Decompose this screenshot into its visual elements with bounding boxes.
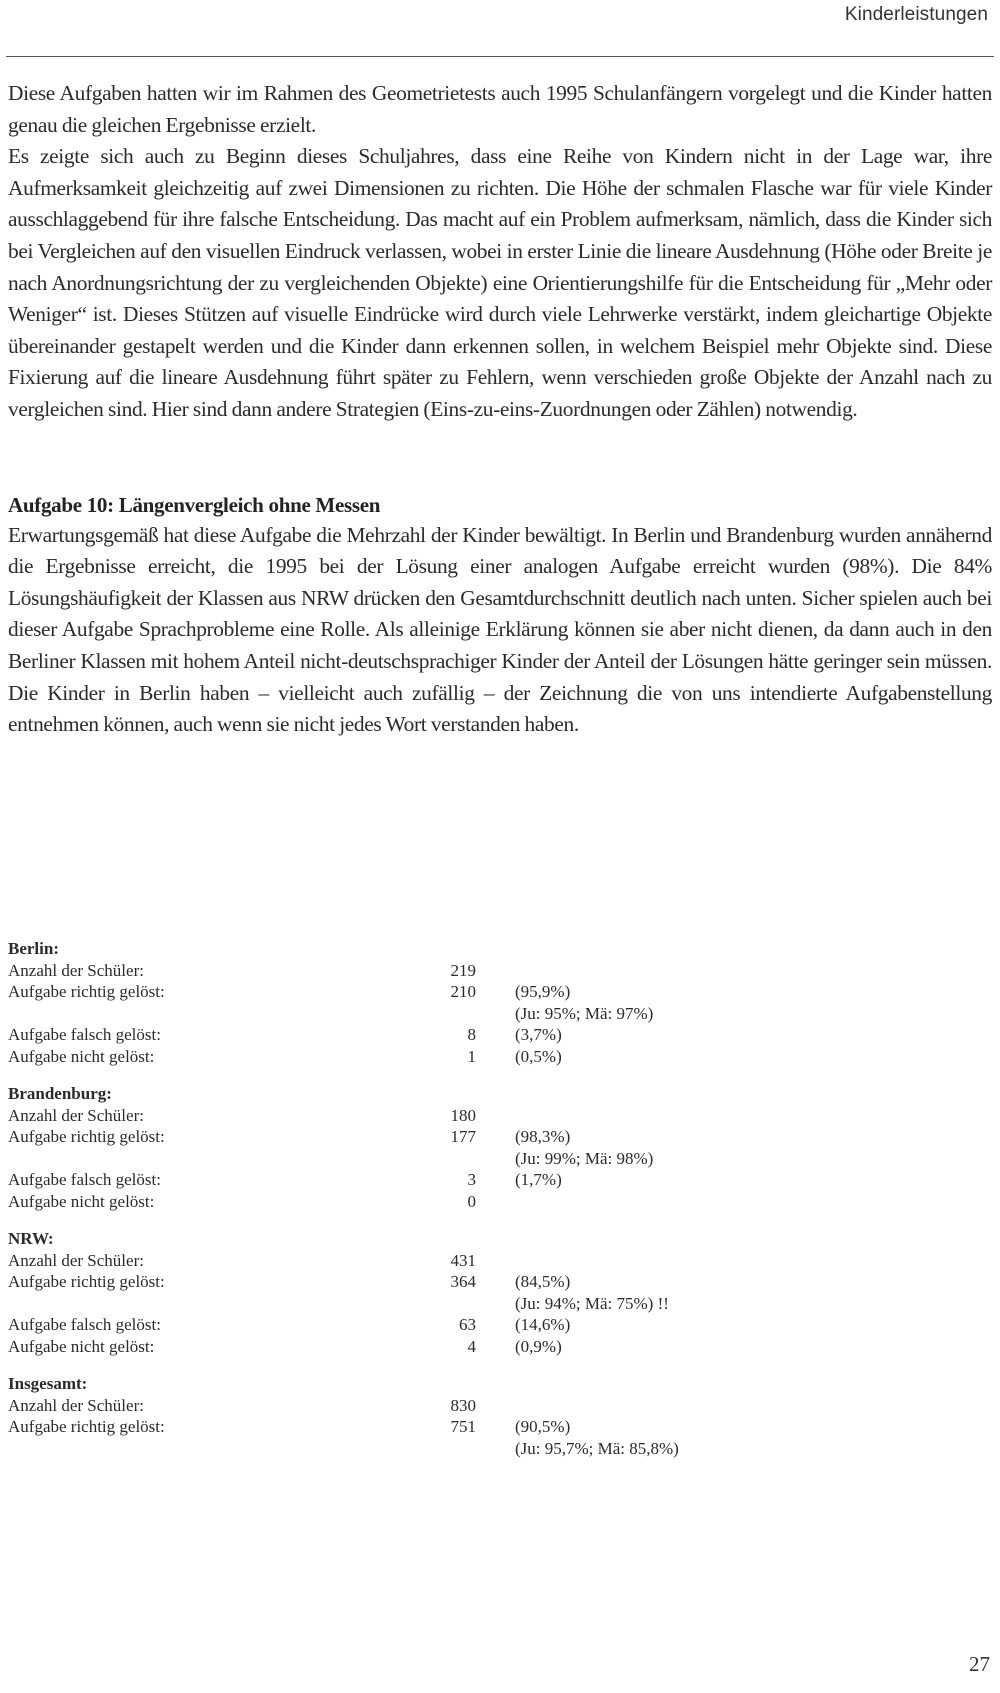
stat-row-students [8, 960, 768, 982]
stat-label: Aufgabe richtig gelöst: [8, 1127, 165, 1146]
stat-percent: (98,3%) [515, 1127, 571, 1146]
stat-group-title: Berlin: [8, 939, 59, 958]
stat-label: Anzahl der Schüler: [8, 1250, 144, 1270]
stat-label: Anzahl der Schüler: [8, 1105, 144, 1125]
results-table [8, 938, 768, 1475]
paragraph-discussion: Es zeigte sich auch zu Beginn dieses Schuljahres, dass eine Reihe von Kindern nicht in der Lage war, ihre Aufmerksamkeit gleichzeitig auf zwei Dimensionen zu richten. Die Höhe der schmalen Flasche war für viele Kinder ausschlaggebend für ihre falsche Entscheidung. Das macht auf ein Problem aufmerksam, nämlich, dass die Kinder sich bei Vergleichen auf den visuellen Eindruck verlassen, wobei in erster Linie die lineare Ausdehnung (Höhe oder Breite je nach Anordnungsrichtung der zu vergleichenden Objekte) eine Orientierungshilfe für die Entscheidung für „Mehr oder Weniger“ ist. Dieses Stützen auf visuelle Eindrücke wird durch viele Lehrwerke verstärkt, indem gleichartige Objekte übereinander gestapelt werden und die Kinder dann erkennen sollen, in welchem Beispiel mehr Objekte sind. Diese Fixierung auf die lineare Ausdehnung führt später zu Fehlern, wenn verschieden große Objekte der Anzahl nach zu vergleichen sind. Hier sind dann andere Strategien (Eins-zu-eins-Zuordnungen oder Zählen) notwendig. [8, 144, 992, 421]
stat-value: 364 [450, 1272, 476, 1291]
stat-row-unsolved [8, 1336, 768, 1358]
stat-group-berlin [8, 938, 768, 1067]
stat-value: 1 [467, 1046, 476, 1066]
stat-value: 4 [467, 1336, 476, 1356]
stat-value: 3 [467, 1170, 476, 1189]
stat-value: 830 [450, 1395, 476, 1415]
stat-row-correct [8, 981, 768, 1003]
running-head: Kinderleistungen [844, 4, 988, 25]
main-text [8, 78, 992, 741]
stat-label: Aufgabe nicht gelöst: [8, 1046, 155, 1066]
stat-label: Aufgabe nicht gelöst: [8, 1191, 155, 1211]
stat-gender-breakdown: (Ju: 95%; Mä: 97%) [515, 1003, 654, 1023]
stat-percent: (95,9%) [515, 982, 571, 1001]
stat-gender-breakdown: (Ju: 99%; Mä: 98%) [515, 1148, 654, 1168]
stat-value: 8 [467, 1025, 476, 1044]
stat-group-total [8, 1373, 768, 1459]
stat-gender-breakdown: (Ju: 95,7%; Mä: 85,8%) [515, 1438, 679, 1458]
stat-percent: (3,7%) [515, 1025, 562, 1044]
stat-label: Aufgabe richtig gelöst: [8, 1272, 165, 1291]
stat-group-title: NRW: [8, 1229, 54, 1248]
stat-row-unsolved [8, 1191, 768, 1213]
stat-row-correct [8, 1271, 768, 1293]
paragraph-task10: Erwartungsgemäß hat diese Aufgabe die Mehrzahl der Kinder bewältigt. In Berlin und Brandenburg wurden annähernd die Ergebnisse erreicht, die 1995 bei der Lösung einer analogen Aufgabe erreicht wurden (98%). Die 84% Lösungshäufigkeit der Klassen aus NRW drücken den Gesamtdurchschnitt deutlich nach unten. Sicher spielen auch bei dieser Aufgabe Sprachprobleme eine Rolle. Als alleinige Erklärung können sie aber nicht dienen, da dann auch in den Berliner Klassen mit hohem Anteil nicht-deutschsprachiger Kinder der Anteil der Lösungen hätte geringer sein müssen. Die Kinder in Berlin haben – vielleicht auch zufällig – der Zeichnung die von uns intendierte Aufgabenstellung entnehmen können, auch wenn sie nicht jedes Wort verstanden haben. [8, 522, 992, 737]
stat-group-title: Brandenburg: [8, 1084, 112, 1103]
stat-value: 431 [450, 1250, 476, 1270]
stat-label: Aufgabe richtig gelöst: [8, 1417, 165, 1436]
stat-percent: (0,9%) [515, 1336, 562, 1356]
paragraph-intro: Diese Aufgaben hatten wir im Rahmen des Geometrietests auch 1995 Schulanfängern vorgelegt und die Kinder hatten genau die gleichen Ergebnisse erzielt. [8, 81, 992, 137]
stat-row-unsolved [8, 1046, 768, 1068]
page-number: 27 [969, 1652, 990, 1676]
stat-percent: (90,5%) [515, 1417, 571, 1436]
stat-group-title: Insgesamt: [8, 1374, 88, 1393]
stat-percent: (84,5%) [515, 1272, 571, 1291]
stat-value: 751 [450, 1417, 476, 1436]
stat-label: Aufgabe falsch gelöst: [8, 1025, 161, 1044]
stat-value: 219 [450, 960, 476, 980]
stat-percent: (1,7%) [515, 1170, 562, 1189]
stat-row-students [8, 1395, 768, 1417]
stat-row-students [8, 1250, 768, 1272]
stat-value: 180 [450, 1105, 476, 1125]
stat-percent: (14,6%) [515, 1315, 571, 1334]
stat-group-brandenburg [8, 1083, 768, 1212]
stat-group-nrw [8, 1228, 768, 1357]
stat-percent: (0,5%) [515, 1046, 562, 1066]
stat-label: Anzahl der Schüler: [8, 960, 144, 980]
header-rule [6, 56, 994, 57]
stat-label: Anzahl der Schüler: [8, 1395, 144, 1415]
section-heading: Aufgabe 10: Längenvergleich ohne Messen [8, 492, 381, 517]
stat-label: Aufgabe falsch gelöst: [8, 1315, 161, 1334]
stat-row-wrong [8, 1169, 768, 1191]
stat-row-students [8, 1105, 768, 1127]
stat-label: Aufgabe nicht gelöst: [8, 1336, 155, 1356]
stat-row-correct [8, 1126, 768, 1148]
stat-value: 0 [467, 1191, 476, 1211]
stat-label: Aufgabe richtig gelöst: [8, 982, 165, 1001]
stat-value: 210 [450, 982, 476, 1001]
stat-value: 63 [459, 1315, 476, 1334]
stat-value: 177 [450, 1127, 476, 1146]
stat-label: Aufgabe falsch gelöst: [8, 1170, 161, 1189]
stat-row-wrong [8, 1314, 768, 1336]
stat-gender-breakdown: (Ju: 94%; Mä: 75%) !! [515, 1293, 669, 1313]
stat-row-wrong [8, 1024, 768, 1046]
stat-row-correct [8, 1416, 768, 1438]
